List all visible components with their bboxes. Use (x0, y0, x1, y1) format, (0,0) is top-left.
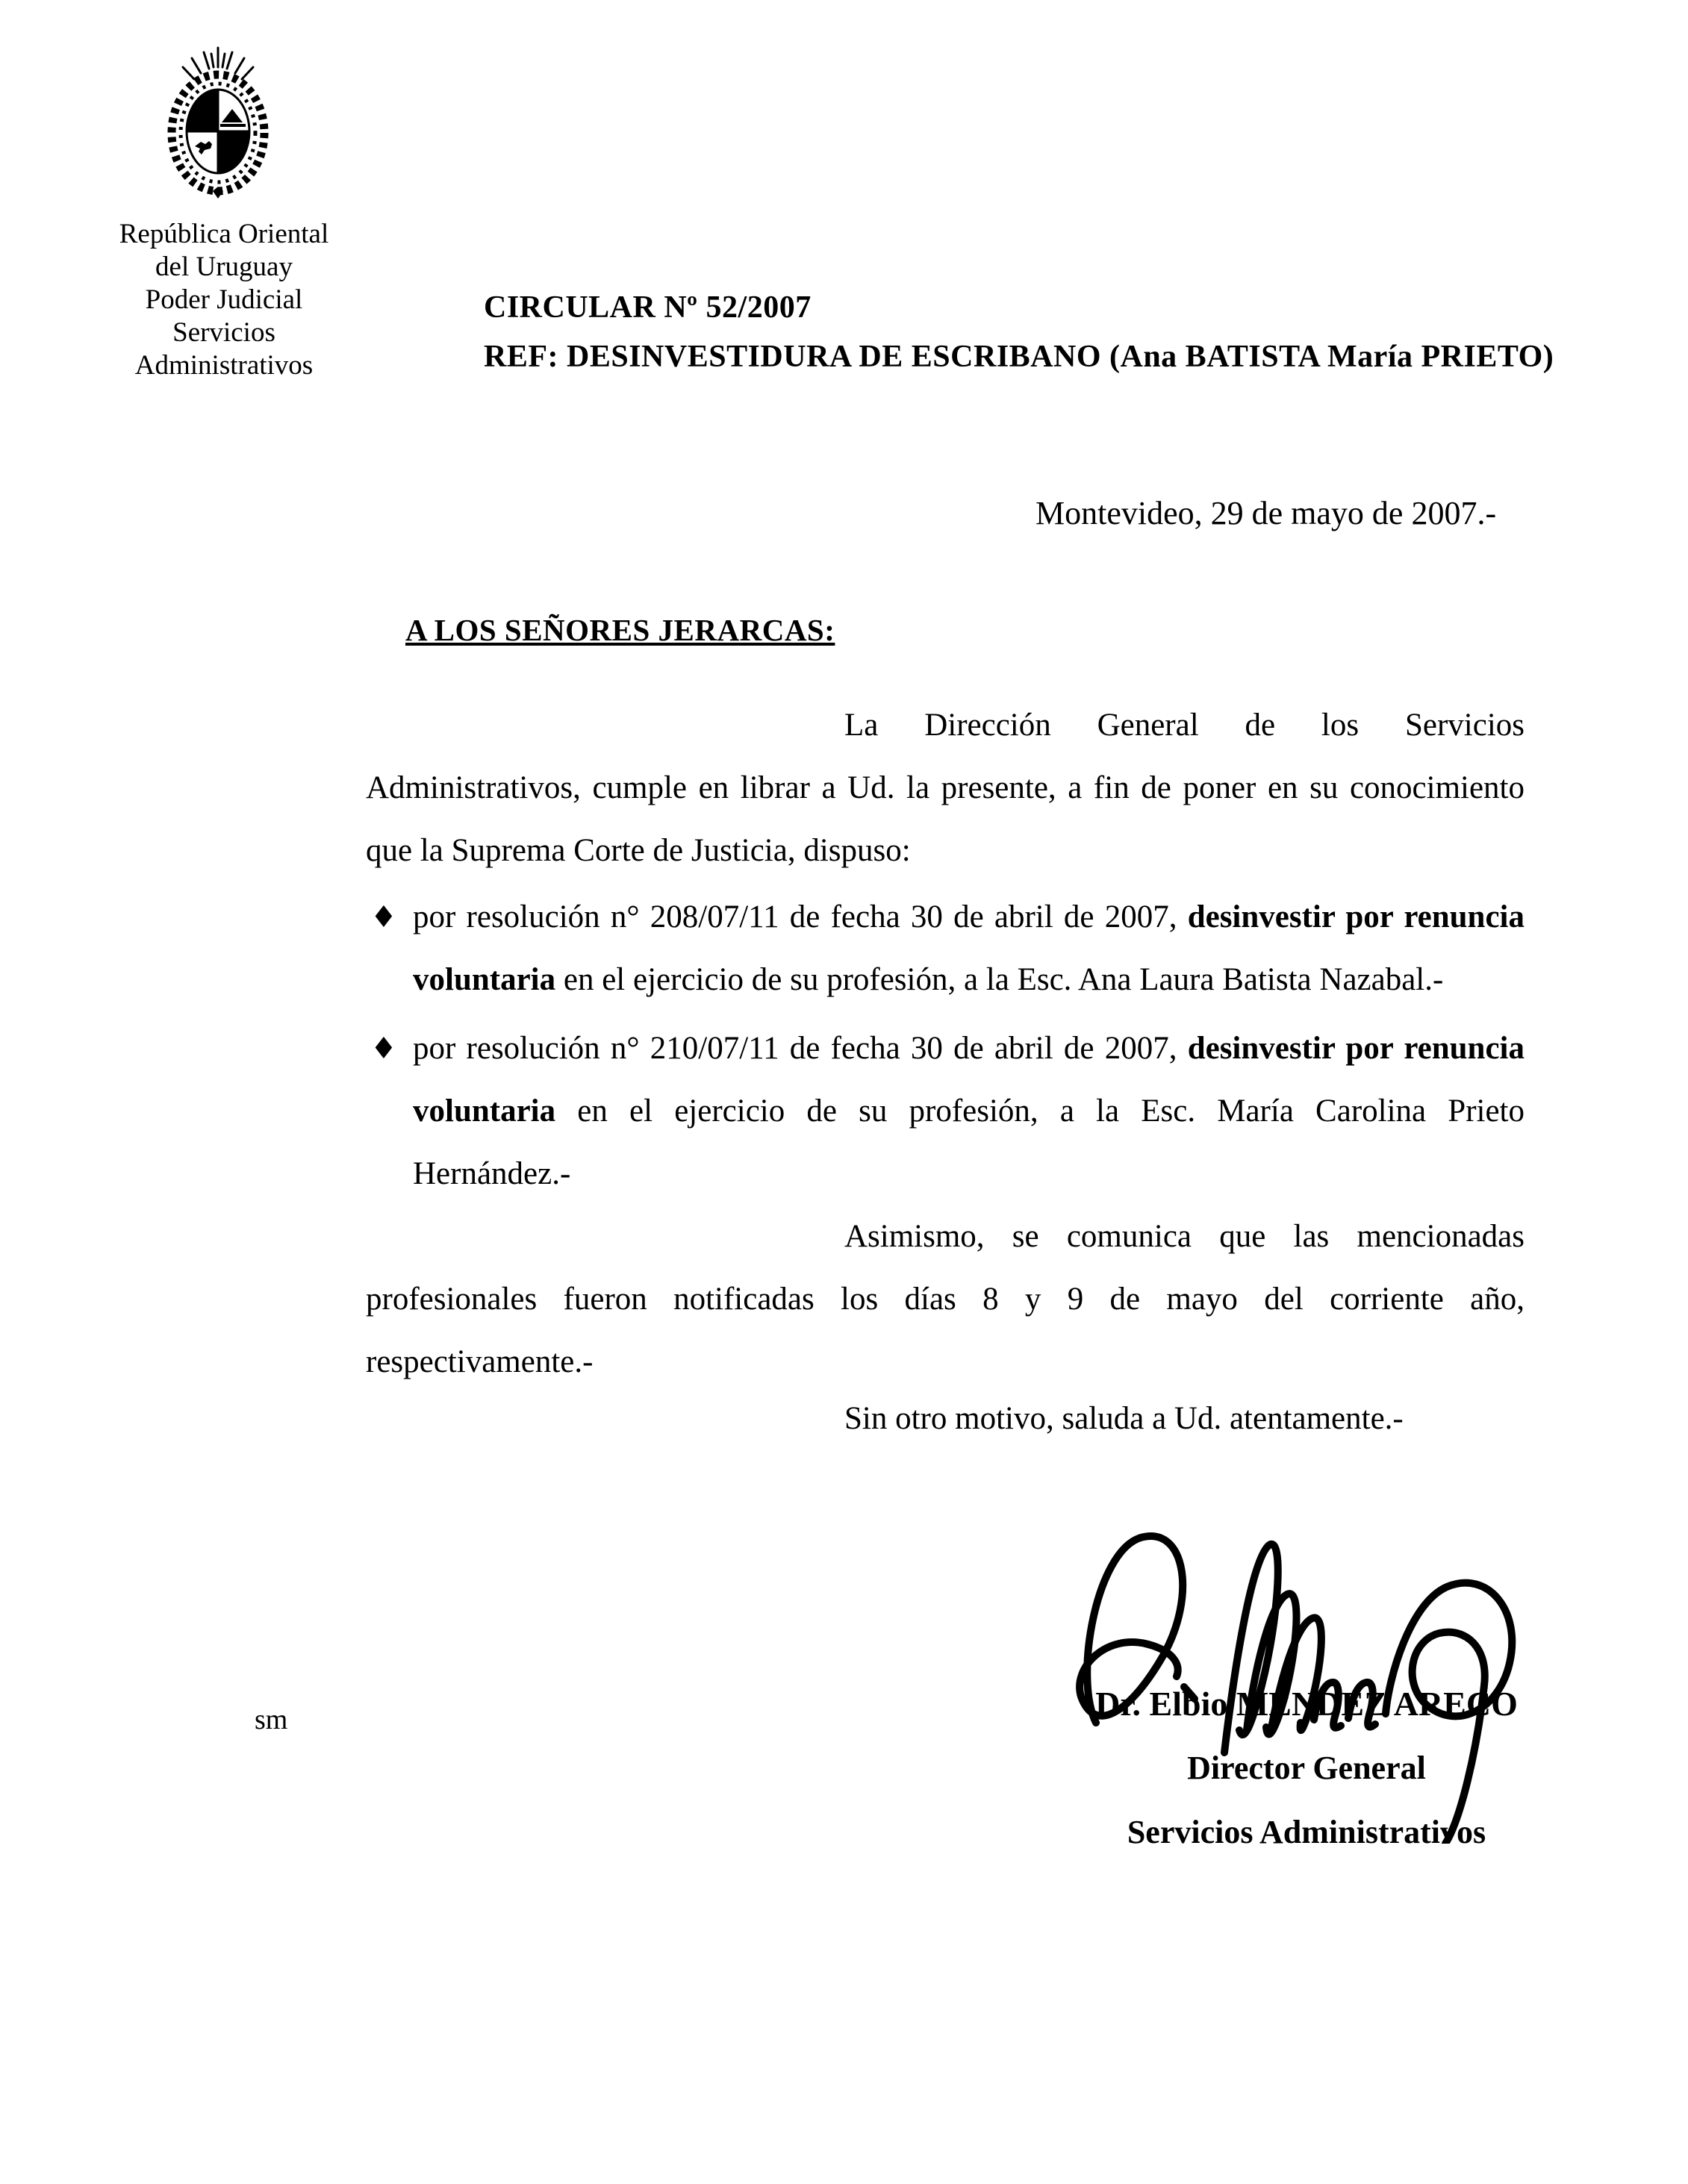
bullet-text-post: en el ejercicio de su profesión, a la Esc. María Carolina Prieto Hernández.- (413, 1093, 1525, 1191)
list-item (366, 1017, 1525, 1205)
reference-line: REF: DESINVESTIDURA DE ESCRIBANO (Ana BATISTA María PRIETO) (484, 340, 1554, 374)
salutation: A LOS SEÑORES JERARCAS: (405, 613, 835, 647)
opening-paragraph: La Dirección General de los Servicios Administrativos, cumple en librar a Ud. la presente, a fin de poner en su conocimiento que la Suprema Corte de Justicia, dispuso: (366, 708, 1525, 868)
letterhead-org-block (82, 218, 366, 382)
bullet-text-bold: desinvestir por renuncia voluntaria (413, 1031, 1525, 1129)
typist-initials: sm (255, 1704, 288, 1735)
bullet-text-bold: desinvestir por renuncia voluntaria (413, 899, 1525, 997)
closing-paragraph: Asimismo, se comunica que las mencionadas profesionales fueron notificadas los días 8 y 9 de mayo del corriente año, respectivamente.- (366, 1219, 1525, 1379)
letter-body (366, 694, 1525, 1450)
org-line: Administrativos (134, 350, 314, 381)
bullet-diamond-icon: ♦ (370, 900, 397, 935)
org-line: Servicios (172, 317, 275, 348)
org-line: República Oriental (119, 219, 329, 249)
list-item (366, 886, 1525, 1011)
signature-block (1068, 1672, 1545, 1865)
bullet-text-post: en el ejercicio de su profesión, a la Esc. Ana Laura Batista Nazabal.- (555, 962, 1444, 997)
signer-department: Servicios Administrativos (1127, 1814, 1486, 1850)
signer-name: Dr. Elbio MENDEZ ARECO (1095, 1685, 1518, 1723)
date-line: Montevideo, 29 de mayo de 2007.- (1035, 495, 1497, 531)
bullet-text-pre: por resolución n° 208/07/11 de fecha 30 de abril de 2007, (413, 899, 1188, 935)
circular-number: CIRCULAR Nº 52/2007 (484, 290, 812, 325)
bullet-text-pre: por resolución n° 210/07/11 de fecha 30 de abril de 2007, (413, 1031, 1188, 1066)
org-line: del Uruguay (155, 252, 293, 282)
bullet-diamond-icon: ♦ (370, 1032, 397, 1066)
coat-of-arms-uruguay-icon (162, 45, 274, 202)
signer-title: Director General (1187, 1750, 1426, 1786)
farewell-line: Sin otro motivo, saluda a Ud. atentamente.- (844, 1401, 1404, 1436)
resolution-list (366, 886, 1525, 1205)
org-line: Poder Judicial (145, 284, 303, 315)
